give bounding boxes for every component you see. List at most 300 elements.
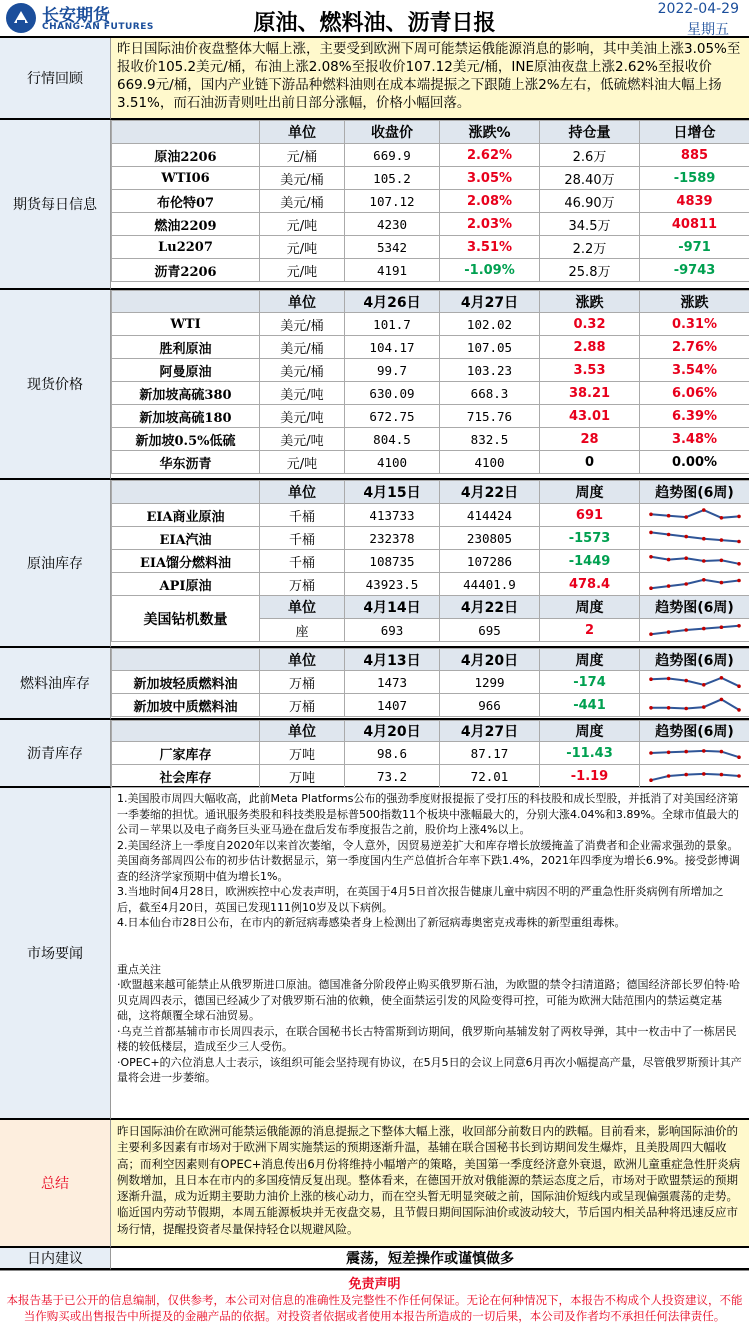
unit: 美元/桶 [260,336,345,359]
unit: 千桶 [260,550,345,573]
news-item: 1.美国股市周四大幅收高，此前Meta Platforms公布的强劲季度财报提振了受打压的科技股和成长型股，并抵消了对美国经济第一季萎缩的担忧。通讯服务类股和科技类股是标普500指数11个板块中涨幅最大的，分别大涨4.04%和3.89%。全球市值最大的公司－苹果以及电子商务巨头亚马逊在盘后发布季度报告之前，股价均上涨4%以上。 [117,792,739,836]
change-pct: 2.08% [440,190,540,213]
value-curr: 1299 [440,671,540,694]
change-abs: 0.32 [540,313,640,336]
column-header: 4月15日 [345,481,440,504]
asphalt-inventory-table [111,720,749,788]
weekly-change: -1.19 [540,765,640,788]
price-prev: 804.5 [345,428,440,451]
table-row [112,765,749,788]
weekly-change: 2 [540,619,640,642]
trend-point [649,706,653,710]
table-header-row [112,481,749,504]
change-pct: 3.48% [640,428,749,451]
fuel-inventory-wrap [111,648,749,720]
trend-point [737,562,741,566]
trend-sparkline [647,767,743,785]
table-header-row [112,291,749,313]
disclaimer-text: 本报告基于已公开的信息编制，仅供参考，本公司对信息的准确性及完整性不作任何保证。无论在何种情况下，本报告不构成个人投资建议，不能当作购买或出售报告中所提及的金融产品的依据。对投资者依据或者使用本报告所造成的一切后果，本公司及作者均不承担任何法律责任。 [6,1293,743,1323]
news-item: 3.当地时间4月28日，欧洲疾控中心发表声明，在英国于4月5日首次报告健康儿童中病因不明的严重急性肝炎病例有所增加之后，截至4月20日，英国已发现111例10岁及以下病例。 [117,885,724,914]
price-curr: 103.23 [440,359,540,382]
trend-point [719,559,723,563]
trend-sparkline [647,673,743,691]
unit: 万桶 [260,694,345,717]
trend-point [666,677,670,681]
unit: 美元/吨 [260,382,345,405]
table-row [112,213,749,236]
daily-oi-change: -9743 [640,259,749,282]
price-prev: 630.09 [345,382,440,405]
table-row [112,382,749,405]
trend-cell [640,765,749,788]
unit: 美元/吨 [260,428,345,451]
price-curr: 4100 [440,451,540,474]
trend-cell [640,550,749,573]
table-header-row [112,596,749,619]
trend-point [649,586,653,590]
table-row [112,451,749,474]
trend-point [719,773,723,777]
value-prev: 232378 [345,527,440,550]
trend-point [719,750,723,754]
unit: 美元/桶 [260,359,345,382]
column-header: 4月27日 [440,721,540,742]
inventory-name: 新加坡中质燃料油 [112,694,260,717]
trend-sparkline [647,621,743,639]
section-label-futures: 期货每日信息 [0,120,111,290]
trend-point [649,632,653,636]
trend-point [737,755,741,759]
trend-point [684,556,688,560]
trend-line [651,510,739,518]
trend-point [666,751,670,755]
trend-point [702,683,706,687]
product-name: WTI [112,313,260,336]
close-price: 669.9 [345,144,440,167]
change-abs: 28 [540,428,640,451]
column-header: 涨跌 [640,291,749,313]
change-abs: 38.21 [540,382,640,405]
trend-point [702,508,706,512]
value-prev: 43923.5 [345,573,440,596]
report-header [0,0,749,38]
trend-point [666,706,670,710]
futures-table [111,120,749,282]
unit: 万桶 [260,573,345,596]
value-curr: 414424 [440,504,540,527]
open-interest: 2.2万 [540,236,640,259]
column-header: 单位 [260,649,345,671]
close-price: 4191 [345,259,440,282]
open-interest: 34.5万 [540,213,640,236]
column-header [112,291,260,313]
value-prev: 108735 [345,550,440,573]
crude-inventory-table [111,480,749,642]
trend-point [737,684,741,688]
trend-point [737,708,741,712]
trend-point [719,581,723,585]
table-row [112,359,749,382]
trend-cell [640,573,749,596]
news-item: 2.美国经济上一季度自2020年以来首次萎缩，令人意外，因贸易逆差扩大和库存增长放缓掩盖了消费者和企业需求强劲的景象。美国商务部周四公布的初步估计数据显示，第一季度国内生产总值折合年率下跌1.4%，2021年四季度为增长6.9%。接受彭博调查的经济学家预期中值为增长1%。 [117,838,740,883]
unit: 万吨 [260,742,345,765]
change-pct: 0.00% [640,451,749,474]
column-header: 周度 [540,481,640,504]
price-curr: 102.02 [440,313,540,336]
column-header: 4月26日 [345,291,440,313]
section-label-crude-inventory: 原油库存 [0,480,111,648]
unit: 美元/吨 [260,405,345,428]
price-curr: 832.5 [440,428,540,451]
inventory-name: 厂家库存 [112,742,260,765]
unit: 元/吨 [260,259,345,282]
table-row [112,527,749,550]
column-header: 涨跌% [440,121,540,144]
trend-sparkline [647,575,743,593]
disclaimer-title: 免责声明 [348,1277,401,1292]
table-row [112,550,749,573]
focus-title: 重点关注 [117,962,161,976]
unit: 元/吨 [260,236,345,259]
table-row [112,259,749,282]
column-header [112,481,260,504]
value-prev: 693 [345,619,440,642]
change-abs: 43.01 [540,405,640,428]
table-row [112,504,749,527]
company-name-en: CHANG-AN FUTURES [42,22,154,32]
unit: 元/桶 [260,144,345,167]
inventory-name: 美国钻机数量 [112,596,260,642]
trend-point [649,555,653,559]
trend-point [666,584,670,588]
trend-point [666,774,670,778]
unit: 元/吨 [260,213,345,236]
trend-sparkline [647,506,743,524]
market-news [111,788,749,1120]
trend-cell [640,527,749,550]
contract-name: Lu2207 [112,236,260,259]
column-header: 4月14日 [345,596,440,619]
trend-point [649,677,653,681]
price-prev: 101.7 [345,313,440,336]
price-prev: 672.75 [345,405,440,428]
weekly-change: 691 [540,504,640,527]
section-label-review: 行情回顾 [0,38,111,120]
unit: 美元/桶 [260,190,345,213]
inventory-name: EIA汽油 [112,527,260,550]
table-row [112,742,749,765]
column-header: 4月20日 [440,649,540,671]
price-curr: 715.76 [440,405,540,428]
trend-point [702,537,706,541]
trend-line [651,751,739,757]
column-header: 周度 [540,649,640,671]
contract-name: WTI06 [112,167,260,190]
section-label-spot: 现货价格 [0,290,111,480]
column-header [112,649,260,671]
close-price: 105.2 [345,167,440,190]
change-pct: 2.03% [440,213,540,236]
trend-point [737,579,741,583]
column-header: 趋势图(6周) [640,649,749,671]
trend-point [719,625,723,629]
trend-point [684,628,688,632]
asphalt-inventory-wrap [111,720,749,788]
trend-point [719,676,723,680]
column-header: 4月13日 [345,649,440,671]
column-header: 单位 [260,291,345,313]
inventory-name: EIA馏分燃料油 [112,550,260,573]
table-row [112,190,749,213]
daily-oi-change: -971 [640,236,749,259]
unit: 元/吨 [260,451,345,474]
column-header: 单位 [260,596,345,619]
trend-point [719,698,723,702]
inventory-name: 社会库存 [112,765,260,788]
trend-cell [640,742,749,765]
daily-oi-change: -1589 [640,167,749,190]
column-header: 4月20日 [345,721,440,742]
futures-table-wrap [111,120,749,290]
focus-item: ·OPEC+的六位消息人士表示，该组织可能会坚持现有协议，在5月5日的会议上同意6月再次小幅提高产量，尽管俄罗斯预计其产量将会进一步萎缩。 [117,1055,742,1084]
trend-point [684,582,688,586]
section-label-fuel-inventory: 燃料油库存 [0,648,111,720]
product-name: 胜利原油 [112,336,260,359]
disclaimer [0,1270,749,1340]
value-curr: 695 [440,619,540,642]
product-name: 新加坡高硫380 [112,382,260,405]
close-price: 4230 [345,213,440,236]
table-header-row [112,649,749,671]
table-row [112,167,749,190]
price-prev: 99.7 [345,359,440,382]
inventory-name: 新加坡轻质燃料油 [112,671,260,694]
trend-point [737,515,741,519]
trend-point [737,774,741,778]
spot-table-wrap [111,290,749,480]
daily-oi-change: 4839 [640,190,749,213]
trend-point [702,749,706,753]
weekly-change: -1449 [540,550,640,573]
change-abs: 0 [540,451,640,474]
trend-line [651,626,739,634]
column-header: 4月22日 [440,481,540,504]
price-prev: 104.17 [345,336,440,359]
contract-name: 原油2206 [112,144,260,167]
news-item: 4.日本仙台市28日公布，在市内的新冠病毒感染者身上检测出了新冠病毒奥密克戎毒株的新型重组毒株。 [117,916,626,929]
trend-sparkline [647,744,743,762]
trend-point [684,535,688,539]
report-date: 2022-04-29 [657,1,739,17]
column-header: 单位 [260,121,345,144]
unit: 千桶 [260,504,345,527]
weekly-change: -11.43 [540,742,640,765]
column-header: 趋势图(6周) [640,481,749,504]
section-label-asphalt-inventory: 沥青库存 [0,720,111,788]
price-prev: 4100 [345,451,440,474]
page-title: 原油、燃料油、沥青日报 [253,11,496,36]
trend-point [737,624,741,628]
change-pct: 2.76% [640,336,749,359]
trend-point [702,559,706,563]
column-header: 单位 [260,721,345,742]
crude-inventory-wrap [111,480,749,648]
column-header: 涨跌 [540,291,640,313]
column-header: 持仓量 [540,121,640,144]
column-header [112,721,260,742]
column-header: 日增仓 [640,121,749,144]
change-abs: 3.53 [540,359,640,382]
trend-line [651,557,739,564]
value-curr: 72.01 [440,765,540,788]
section-label-news: 市场要闻 [0,788,111,1120]
trend-cell [640,671,749,694]
unit: 美元/桶 [260,167,345,190]
unit: 千桶 [260,527,345,550]
trend-line [651,678,739,686]
trend-point [702,627,706,631]
column-header: 趋势图(6周) [640,596,749,619]
trend-point [649,531,653,535]
trend-line [651,580,739,588]
trend-line [651,774,739,780]
column-header [112,121,260,144]
table-row [112,336,749,359]
change-pct: 6.39% [640,405,749,428]
trend-sparkline [647,552,743,570]
weekly-change: -174 [540,671,640,694]
company-name: 长安期货 [42,6,110,26]
focus-item: ·乌克兰首都基辅市市长周四表示，在联合国秘书长古特雷斯到访期间，俄罗斯向基辅发射了两枚导弹，其中一枚击中了一栋居民楼的较低楼层，造成至少三人受伤。 [117,1024,737,1053]
trend-point [649,513,653,517]
contract-name: 沥青2206 [112,259,260,282]
trend-line [651,699,739,710]
product-name: 阿曼原油 [112,359,260,382]
trend-point [666,558,670,562]
trend-cell [640,619,749,642]
table-row [112,313,749,336]
close-price: 107.12 [345,190,440,213]
change-pct: -1.09% [440,259,540,282]
table-row [112,694,749,717]
trend-cell [640,504,749,527]
trend-point [684,773,688,777]
contract-name: 燃油2209 [112,213,260,236]
unit: 美元/桶 [260,313,345,336]
table-header-row [112,721,749,742]
inventory-name: API原油 [112,573,260,596]
trend-line [651,532,739,541]
trend-point [684,750,688,754]
trend-sparkline [647,696,743,714]
section-label-advice: 日内建议 [0,1248,111,1270]
trend-point [684,679,688,683]
open-interest: 28.40万 [540,167,640,190]
value-curr: 230805 [440,527,540,550]
value-prev: 1473 [345,671,440,694]
value-curr: 966 [440,694,540,717]
trend-point [649,751,653,755]
change-pct: 0.31% [640,313,749,336]
change-pct: 3.51% [440,236,540,259]
column-header: 收盘价 [345,121,440,144]
change-abs: 2.88 [540,336,640,359]
unit: 万吨 [260,765,345,788]
trend-point [702,772,706,776]
value-prev: 98.6 [345,742,440,765]
contract-name: 布伦特07 [112,190,260,213]
column-header: 4月22日 [440,596,540,619]
price-curr: 668.3 [440,382,540,405]
value-prev: 1407 [345,694,440,717]
change-pct: 3.54% [640,359,749,382]
trend-point [719,538,723,542]
inventory-name: EIA商业原油 [112,504,260,527]
open-interest: 25.8万 [540,259,640,282]
market-review-text: 昨日国际油价夜盘整体大幅上涨，主要受到欧洲下周可能禁运俄能源消息的影响，其中美油上涨3.05%至报收价105.2美元/桶，布油上涨2.08%至报收价107.12美元/桶，INE原油夜盘上涨2.62%至报收价669.9元/桶，国内产业链下游品种燃料油则在成本端提振之下跟随上涨2%左右，低硫燃料油大幅上扬3.51%，而石油沥青则吐出前日部分涨幅，价格小幅回落。 [111,38,749,120]
daily-oi-change: 40811 [640,213,749,236]
product-name: 华东沥青 [112,451,260,474]
spot-price-table [111,290,749,474]
value-curr: 87.17 [440,742,540,765]
trend-point [702,578,706,582]
focus-item: ·欧盟越来越可能禁止从俄罗斯进口原油。德国准备分阶段停止购买俄罗斯石油，为欧盟的禁令扫清道路；德国经济部长罗伯特·哈贝克周四表示，德国已经减少了对俄罗斯石油的依赖，使全面禁运引发的风险变得可控，可能为欧洲大陆范围内的禁运奠定基础，这将颠覆全球石油贸易。 [117,978,740,1022]
weekly-change: 478.4 [540,573,640,596]
trend-point [666,533,670,537]
table-row [112,144,749,167]
report-weekday: 星期五 [687,22,729,38]
column-header: 趋势图(6周) [640,721,749,742]
product-name: 新加坡高硫180 [112,405,260,428]
fuel-oil-inventory-table [111,648,749,717]
trend-point [666,630,670,634]
unit: 万桶 [260,671,345,694]
column-header: 单位 [260,481,345,504]
trend-cell [640,694,749,717]
table-row [112,573,749,596]
trend-point [702,705,706,709]
trend-point [684,707,688,711]
value-curr: 107286 [440,550,540,573]
column-header: 周度 [540,596,640,619]
close-price: 5342 [345,236,440,259]
table-row [112,236,749,259]
trend-point [719,516,723,520]
column-header: 周度 [540,721,640,742]
table-header-row [112,121,749,144]
trend-point [737,540,741,544]
change-pct: 2.62% [440,144,540,167]
column-header: 4月27日 [440,291,540,313]
product-name: 新加坡0.5%低硫 [112,428,260,451]
price-curr: 107.05 [440,336,540,359]
change-pct: 3.05% [440,167,540,190]
trend-point [666,514,670,518]
open-interest: 46.90万 [540,190,640,213]
weekly-change: -1573 [540,527,640,550]
change-pct: 6.06% [640,382,749,405]
trend-point [649,778,653,782]
table-row [112,405,749,428]
trend-point [684,515,688,519]
value-prev: 73.2 [345,765,440,788]
daily-oi-change: 885 [640,144,749,167]
trend-sparkline [647,529,743,547]
value-prev: 413733 [345,504,440,527]
intraday-advice: 震荡，短差操作或谨慎做多 [111,1248,749,1270]
value-curr: 44401.9 [440,573,540,596]
section-label-summary: 总结 [0,1120,111,1248]
